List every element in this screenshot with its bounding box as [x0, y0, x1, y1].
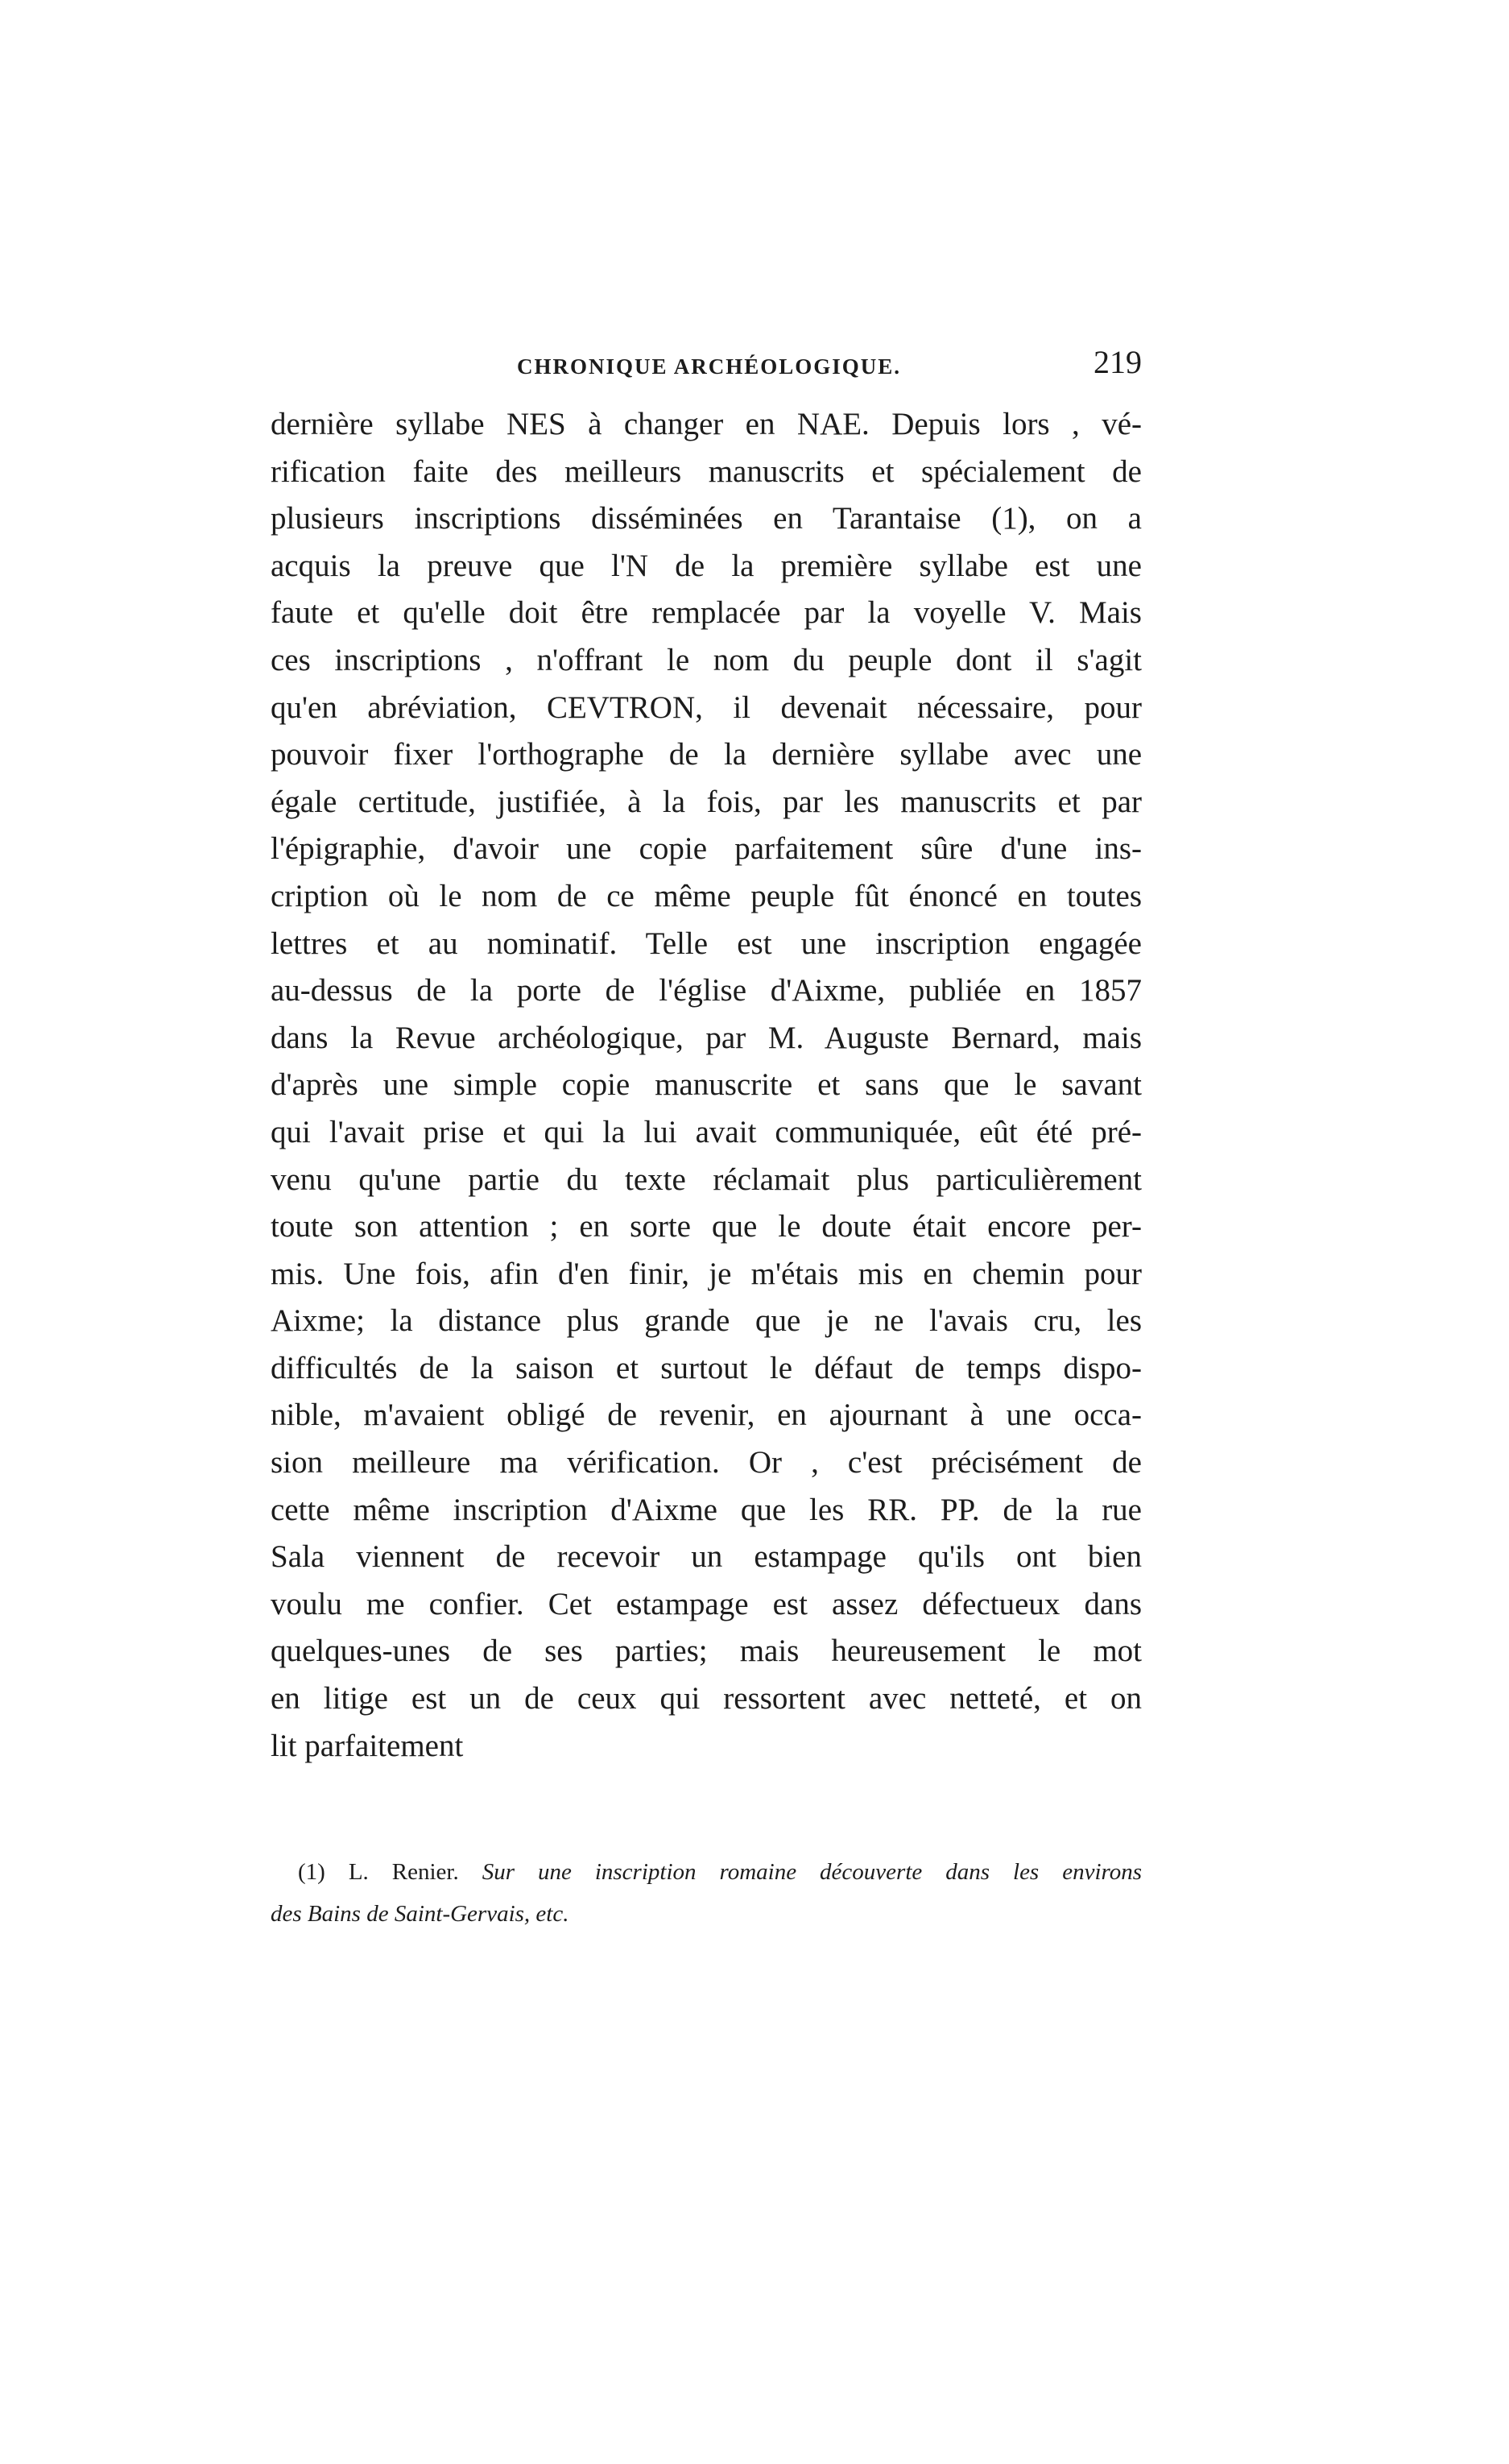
text-line: plusieurs inscriptions disséminées en Tarantaise (1), on a — [271, 501, 1142, 536]
page-number: 219 — [1094, 344, 1142, 380]
text-line: nible, m'avaient obligé de revenir, en ajournant à une occa- — [271, 1398, 1142, 1433]
text-line: pouvoir fixer l'orthographe de la dernière syllabe avec une — [271, 737, 1142, 772]
text-line: égale certitude, justifiée, à la fois, par les manuscrits et par — [271, 784, 1142, 819]
text-line: Aixme; la distance plus grande que je ne l'avais cru, les — [271, 1303, 1142, 1339]
footnote — [271, 1851, 1142, 1935]
text-line: faute et qu'elle doit être remplacée par la voyelle V. Mais — [271, 595, 1142, 631]
footnote-title: Sur une inscription romaine découverte dans les environs — [482, 1859, 1142, 1885]
footnote-author: L. Renier. — [348, 1859, 459, 1885]
text-line: rification faite des meilleurs manuscrits et spécialement de — [271, 453, 1142, 489]
text-line: lettres et au nominatif. Telle est une inscription engagée — [271, 926, 1142, 961]
text-line: mis. Une fois, afin d'en finir, je m'étais mis en chemin pour — [271, 1256, 1142, 1291]
footnote-title-continued: des Bains de Saint-Gervais, etc. — [271, 1901, 569, 1927]
text-line: au-dessus de la porte de l'église d'Aixme, publiée en 1857 — [271, 973, 1142, 1008]
running-title: CHRONIQUE ARCHÉOLOGIQUE. — [517, 354, 902, 379]
text-line: cription où le nom de ce même peuple fût énoncé en toutes — [271, 878, 1142, 913]
text-line: quelques-unes de ses parties; mais heureusement le mot — [271, 1634, 1142, 1669]
text-line: cette même inscription d'Aixme que les RR. PP. de la rue — [271, 1492, 1142, 1527]
text-line: en litige est un de ceux qui ressortent avec netteté, et on — [271, 1681, 1142, 1717]
footnote-line — [271, 1851, 1142, 1893]
text-line: ces inscriptions , n'offrant le nom du peuple dont il s'agit — [271, 642, 1142, 677]
text-line: d'après une simple copie manuscrite et sans que le savant — [271, 1067, 1142, 1103]
text-line: qu'en abréviation, CEVTRON, il devenait nécessaire, pour — [271, 690, 1142, 725]
body-text — [271, 401, 1142, 1770]
footnote-mark: (1) — [298, 1859, 325, 1885]
text-line: voulu me confier. Cet estampage est assez défectueux dans — [271, 1586, 1142, 1621]
text-line: lit parfaitement — [271, 1728, 464, 1763]
text-line: Sala viennent de recevoir un estampage qu'ils ont bien — [271, 1539, 1142, 1575]
text-line: difficultés de la saison et surtout le défaut de temps dispo- — [271, 1350, 1142, 1385]
text-line: l'épigraphie, d'avoir une copie parfaitement sûre d'une ins- — [271, 831, 1142, 867]
text-line: toute son attention ; en sorte que le doute était encore per- — [271, 1209, 1142, 1244]
text-line: dernière syllabe NES à changer en NAE. Depuis lors , vé- — [271, 407, 1142, 441]
text-line: sion meilleure ma vérification. Or , c'est précisément de — [271, 1445, 1142, 1480]
footnote-line — [271, 1893, 1142, 1935]
text-line: acquis la preuve que l'N de la première syllabe est une — [271, 548, 1142, 583]
text-line: venu qu'une partie du texte réclamait plus particulièrement — [271, 1162, 1142, 1197]
text-line: qui l'avait prise et qui la lui avait communiquée, eût été pré- — [271, 1114, 1142, 1149]
running-head — [271, 343, 1142, 391]
text-line: dans la Revue archéologique, par M. Auguste Bernard, mais — [271, 1020, 1142, 1055]
